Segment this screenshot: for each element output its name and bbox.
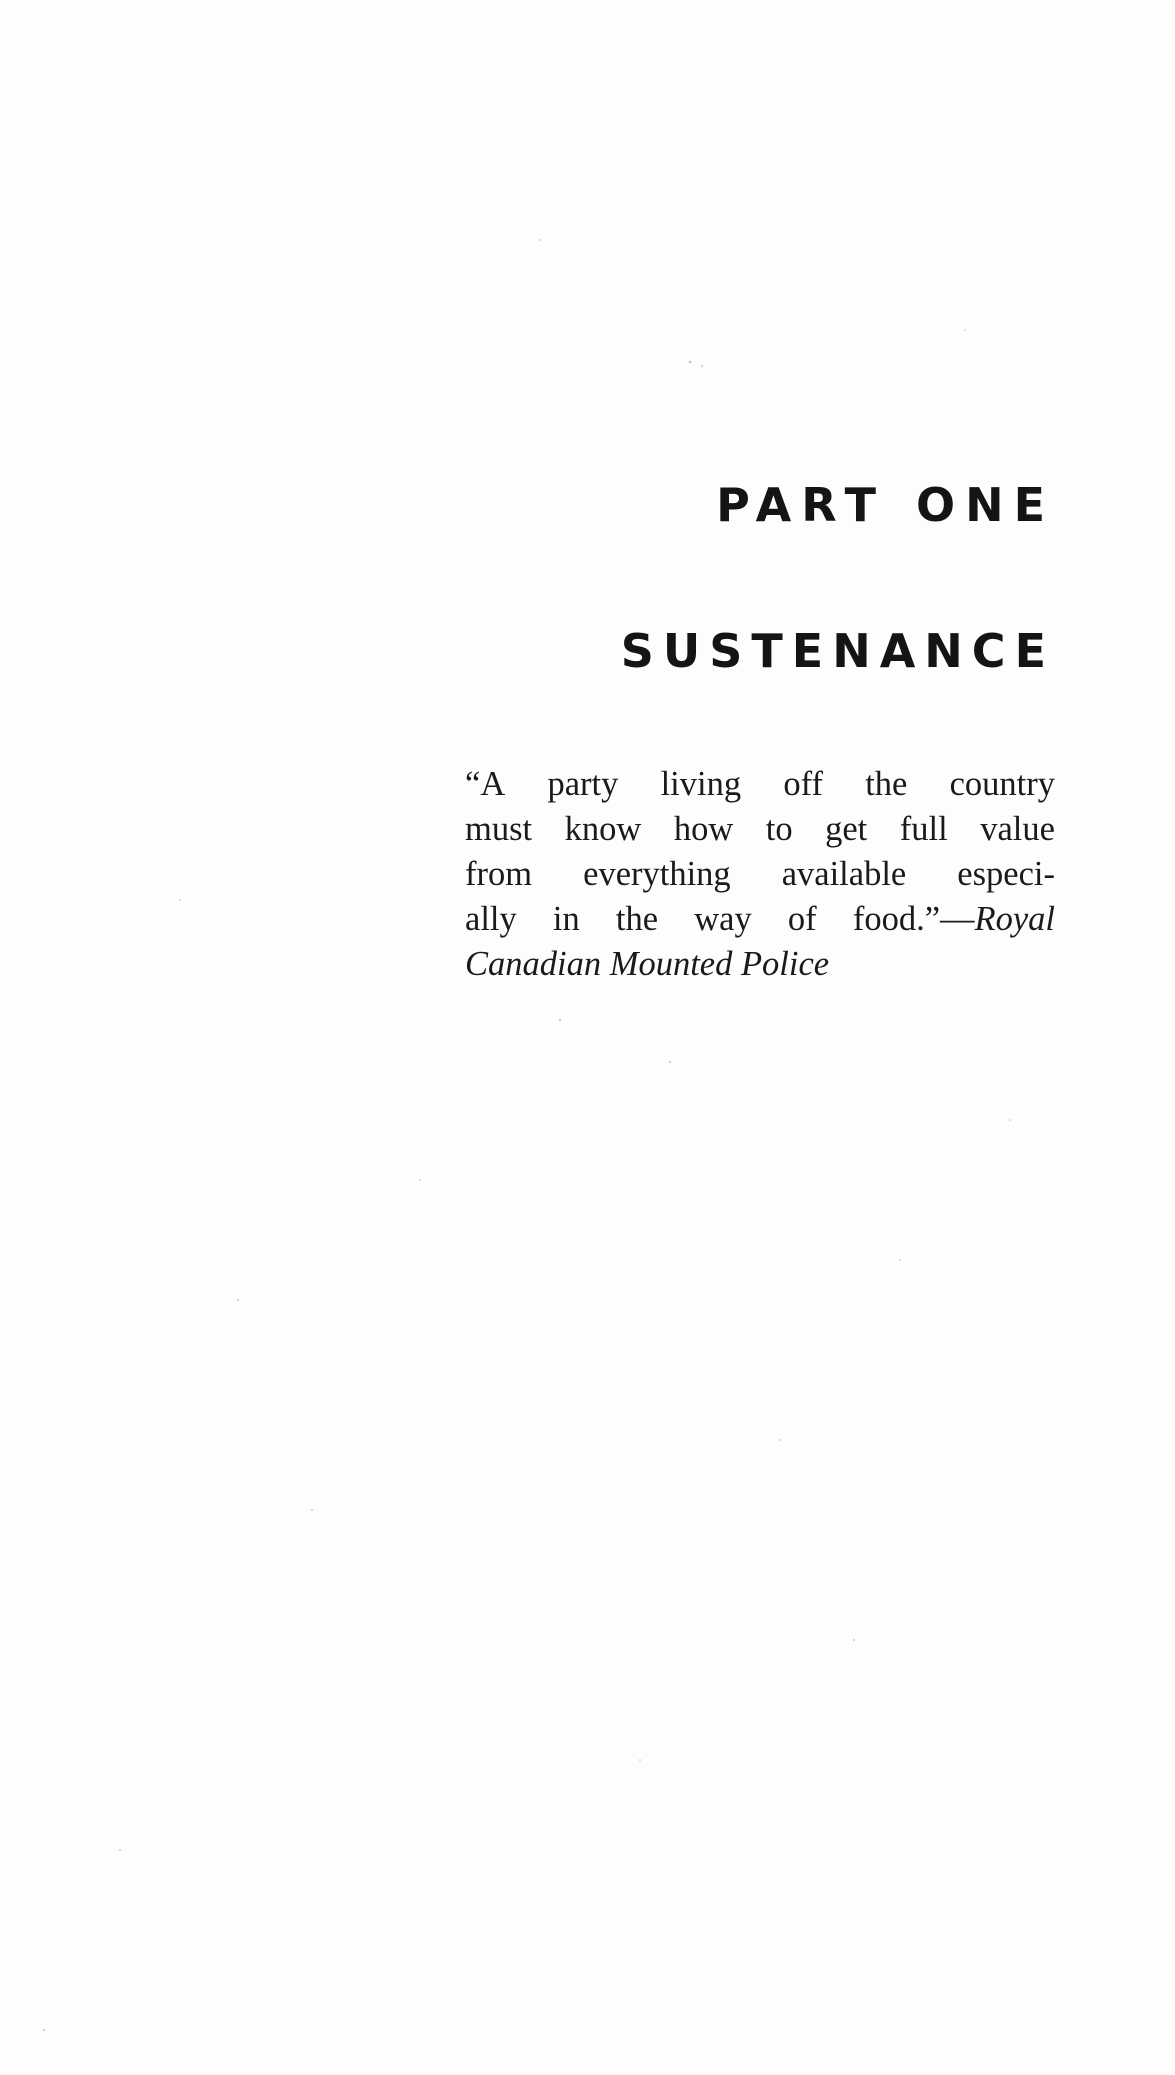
word: country — [949, 765, 1055, 803]
section-title: SUSTENANCE — [620, 624, 1055, 678]
word: the — [615, 900, 659, 938]
word: must — [465, 810, 533, 848]
epigraph-attribution — [465, 942, 1055, 987]
part-heading-number: ONE — [915, 478, 1055, 532]
word: full — [899, 810, 948, 848]
word: value — [980, 810, 1055, 848]
word: ally — [465, 900, 517, 938]
word: available — [781, 855, 907, 893]
word: get — [825, 810, 868, 848]
word: “A — [465, 765, 506, 803]
word: off — [783, 765, 823, 803]
epigraph-line — [465, 807, 1055, 852]
epigraph-quote — [465, 762, 1055, 987]
part-heading-word: PART — [716, 478, 886, 532]
epigraph-line — [465, 762, 1055, 807]
epigraph-line — [465, 897, 1055, 942]
word: from — [465, 855, 533, 893]
word: the — [865, 765, 908, 803]
attribution-start: Royal — [974, 900, 1055, 938]
word: way — [694, 900, 752, 938]
word: of — [787, 900, 817, 938]
attribution-rest: Canadian Mounted Police — [465, 945, 830, 983]
word: how — [673, 810, 734, 848]
word: in — [552, 900, 580, 938]
word: know — [564, 810, 642, 848]
word: especi- — [957, 855, 1055, 893]
word: living — [660, 765, 742, 803]
part-heading — [716, 478, 1055, 532]
word: food.”— — [852, 900, 975, 938]
word: party — [547, 765, 619, 803]
epigraph-line — [465, 852, 1055, 897]
word: to — [765, 810, 793, 848]
word: everything — [583, 855, 731, 893]
